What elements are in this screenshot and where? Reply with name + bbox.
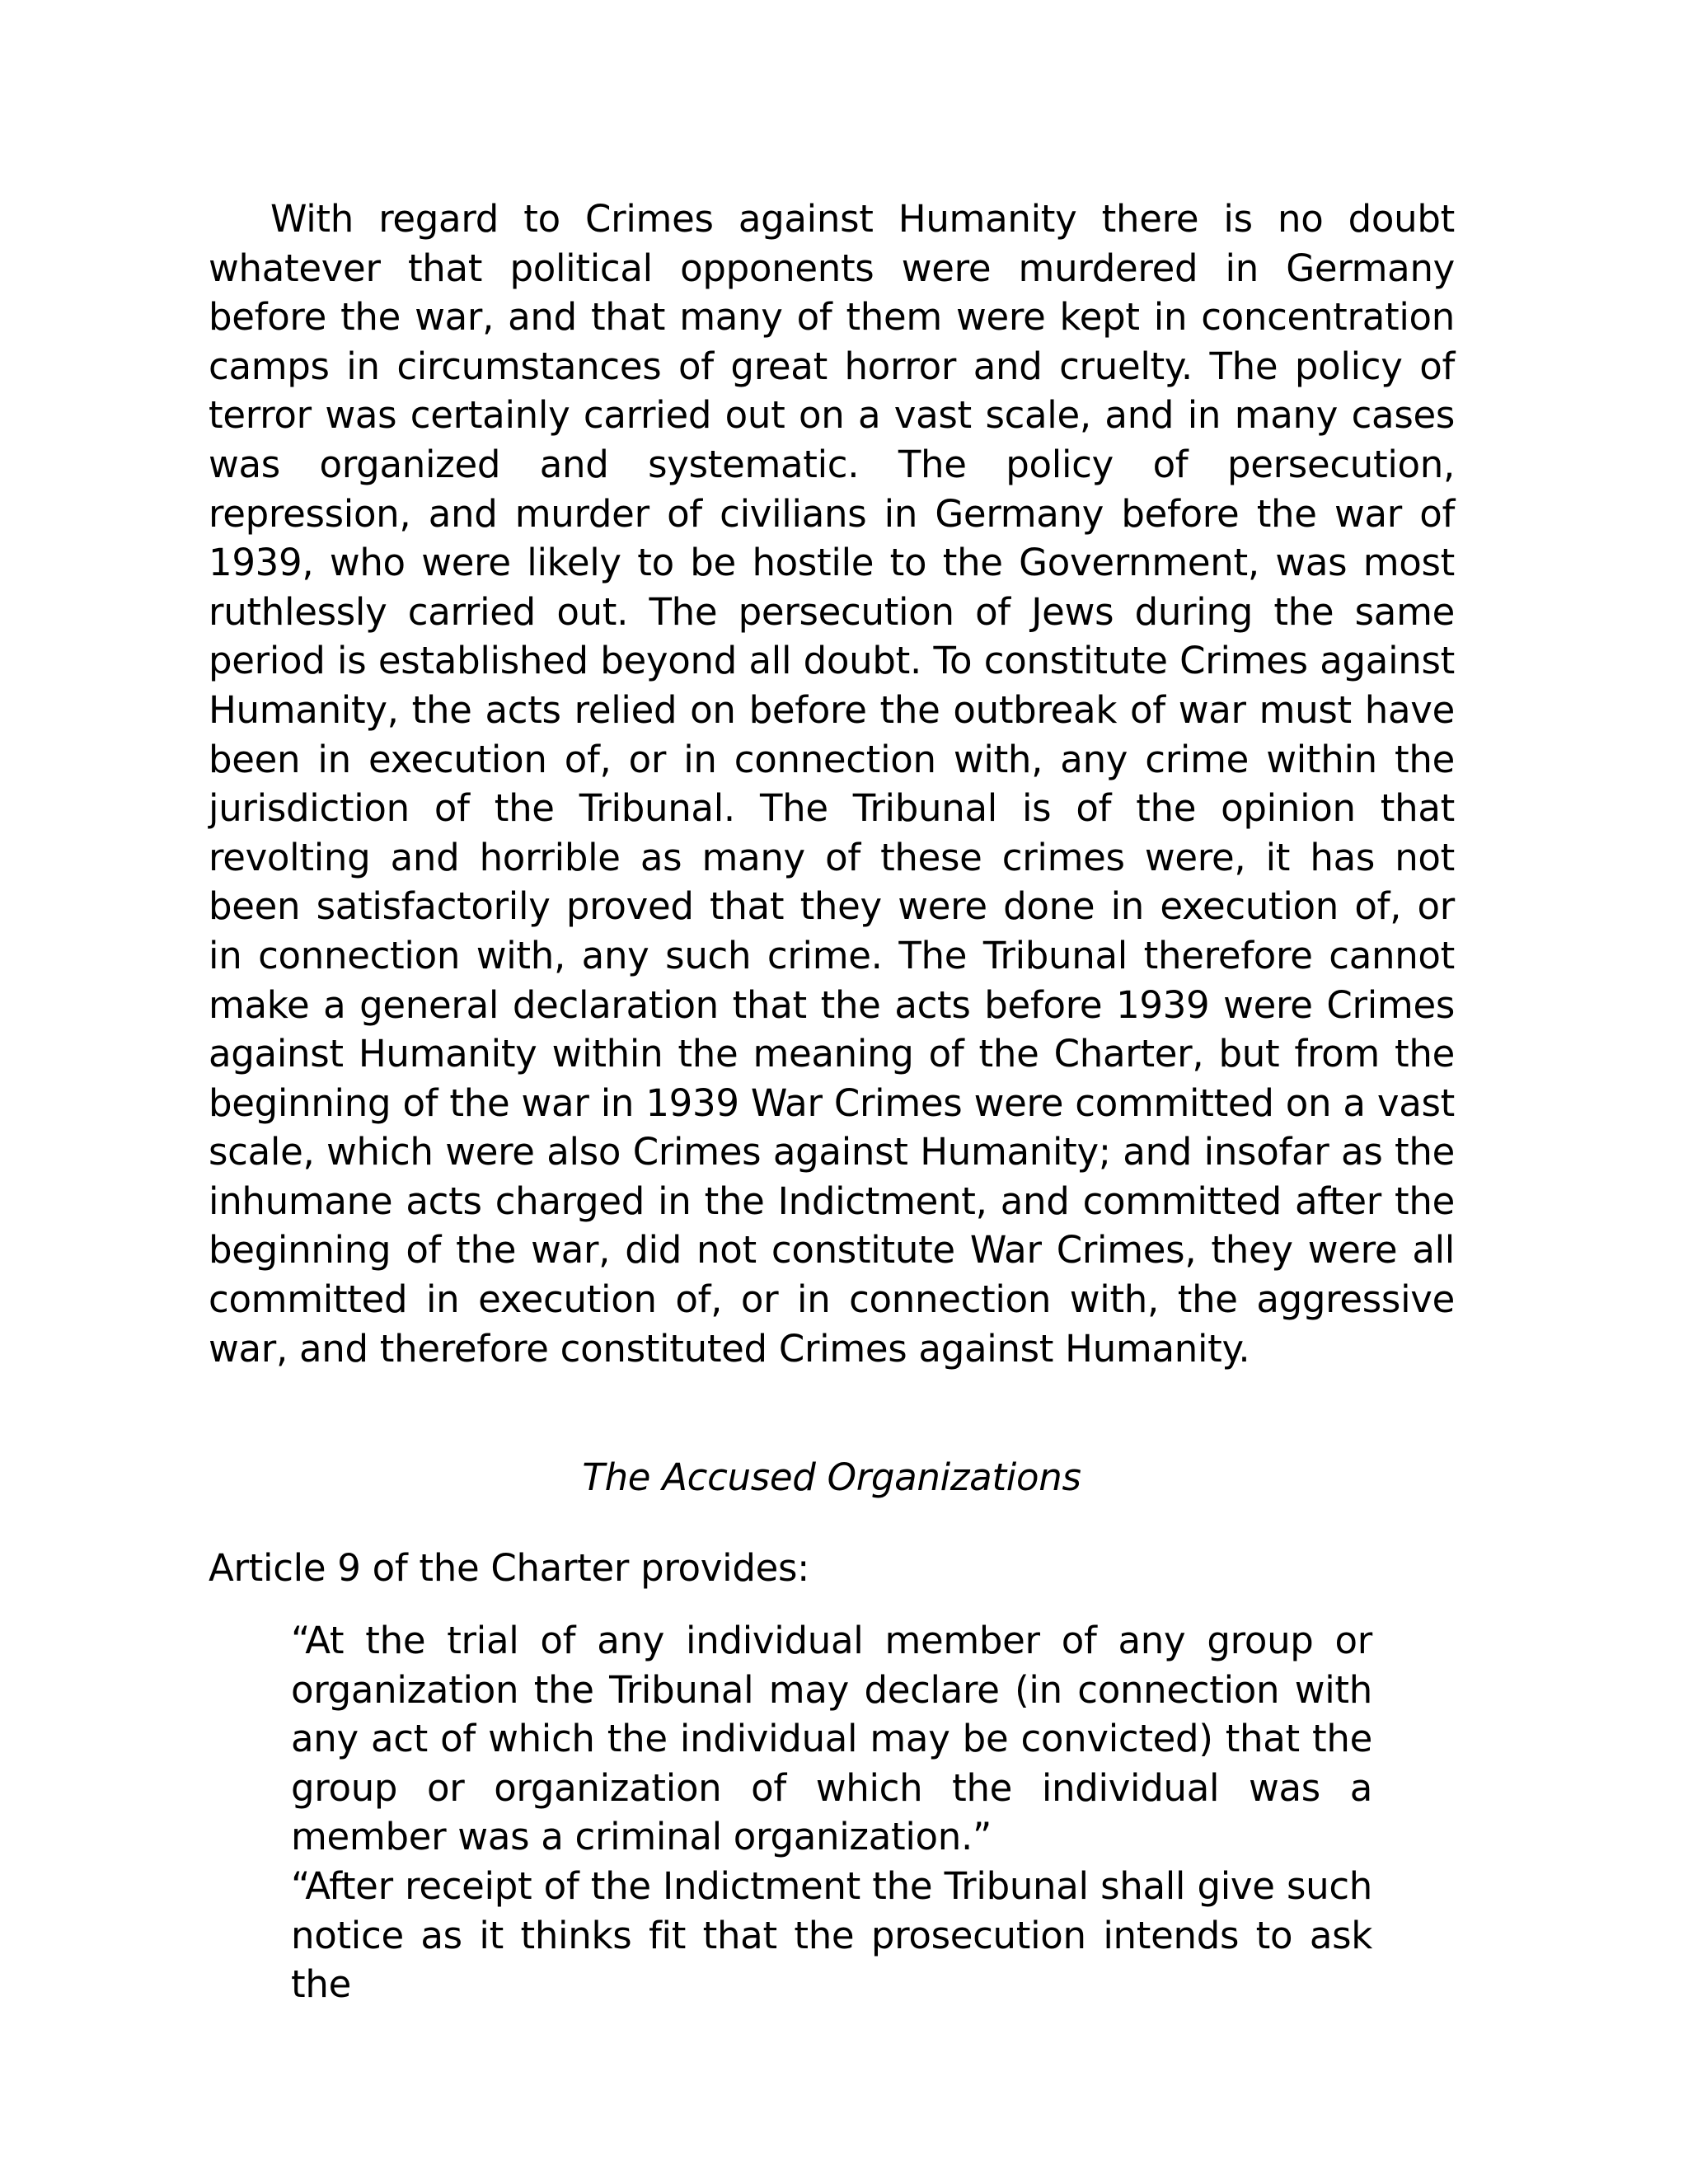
section-heading: The Accused Organizations (582, 1455, 1081, 1499)
block-quote-2: “After receipt of the Indictment the Tribunal shall give such notice as it thinks fit that the prosecution intends to ask the (291, 1864, 1372, 2007)
block-quote-1: “At the trial of any individual member of any group or organization the Tribunal may declare (in connection with any act of which the individual may be convicted) that the group or organization of which the individual was a member was a criminal organization.” (291, 1619, 1372, 1859)
main-paragraph: With regard to Crimes against Humanity there is no doubt whatever that political opponents were murdered in Germany before the war, and that many of them were kept in concentration camps in circumstances of great horror and cruelty. The policy of terror was certainly carried out on a vast scale, and in many cases was organized and systematic. The policy of persecution, repression, and murder of civilians in Germany before the war of 1939, who were likely to be hostile to the Government, was most ruthlessly carried out. The persecution of Jews during the same period is established beyond all doubt. To constitute Crimes against Humanity, the acts relied on before the outbreak of war must have been in execution of, or in connection with, any crime within the jurisdiction of the Tribunal. The Tribunal is of the opinion that revolting and horrible as many of these crimes were, it has not been satisfactorily proved that they were done in execution of, or in connection with, any such crime. The Tribunal therefore cannot make a general declaration that the acts before 1939 were Crimes against Humanity within the meaning of the Charter, but from the beginning of the war in 1939 War Crimes were committed on a vast scale, which were also Crimes against Humanity; and insofar as the inhumane acts charged in the Indictment, and committed after the beginning of the war, did not constitute War Crimes, they were all committed in execution of, or in connection with, the aggressive war, and therefore constituted Crimes against Humanity. (209, 197, 1455, 1371)
intro-line: Article 9 of the Charter provides: (209, 1546, 809, 1590)
